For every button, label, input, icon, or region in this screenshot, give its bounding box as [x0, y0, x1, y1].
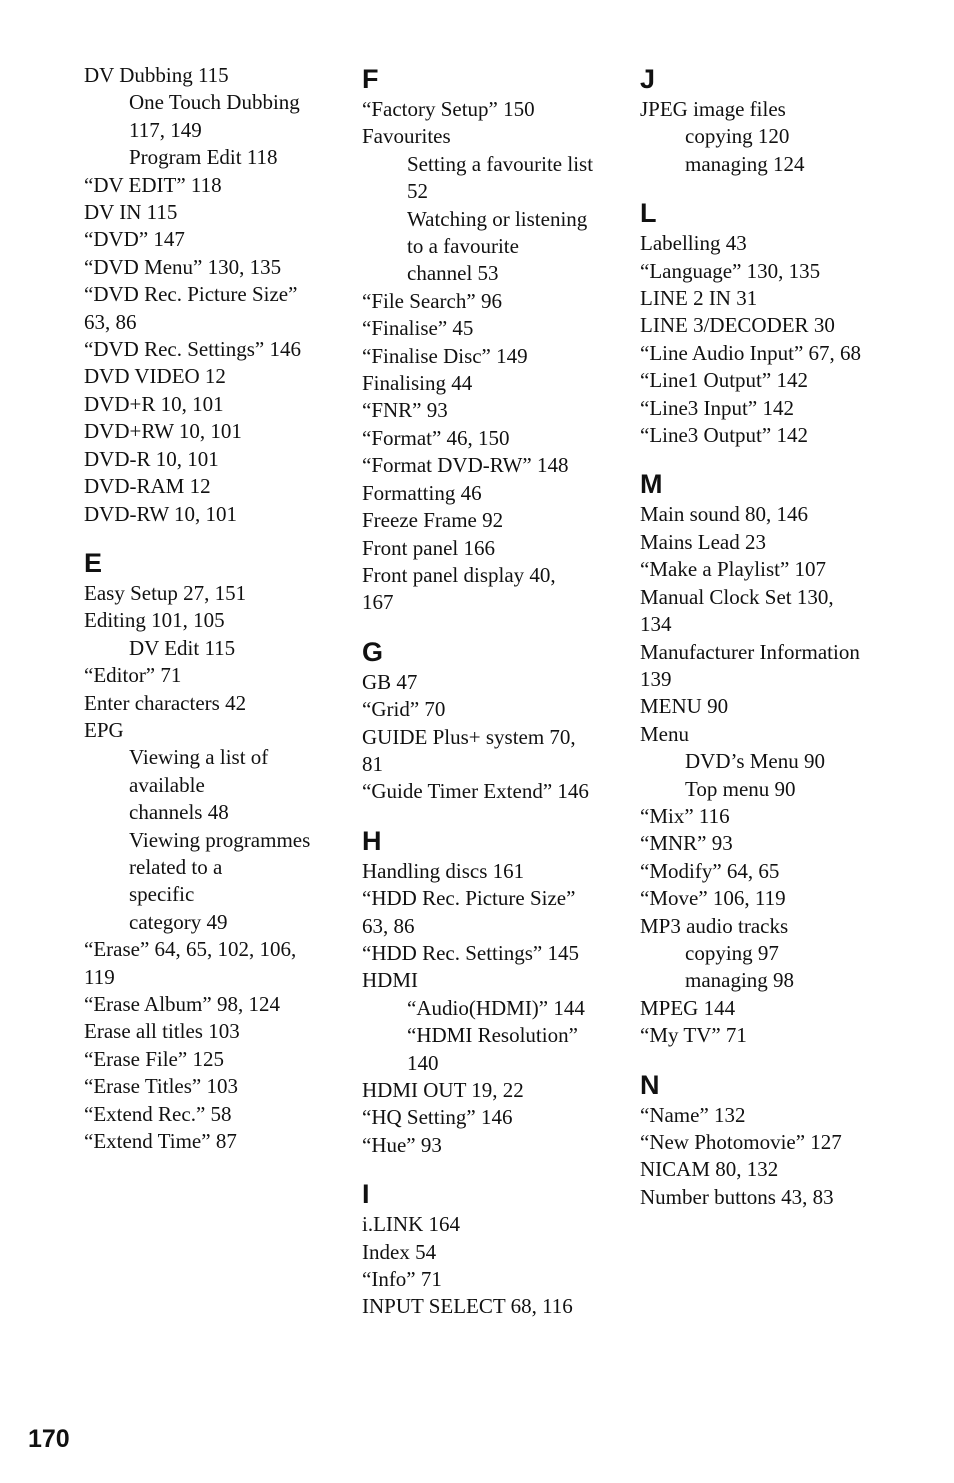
- index-subentry: copying 120: [685, 124, 790, 149]
- index-entry: JPEG image files: [640, 97, 786, 121]
- index-section: [362, 824, 612, 1159]
- index-entry: DVD+R 10, 101: [84, 391, 224, 416]
- index-entry: “Guide Timer Extend” 146: [362, 779, 589, 804]
- index-column-1: [84, 62, 334, 1155]
- index-subentry: DV Edit 115: [129, 635, 236, 660]
- index-section: [362, 635, 612, 806]
- index-entry: DVD+RW 10, 101: [84, 419, 242, 444]
- index-entry: “Language” 130, 135: [640, 258, 821, 283]
- index-entry: “Line3 Output” 142: [640, 423, 808, 448]
- index-subentry: 140: [407, 1050, 439, 1075]
- section-letter-heading: N: [640, 1069, 660, 1100]
- index-entry: DVD VIDEO 12: [84, 364, 226, 389]
- index-entry: “Finalise Disc” 149: [362, 343, 528, 368]
- index-entry: Enter characters 42: [84, 690, 247, 715]
- index-entry: Labelling 43: [640, 231, 747, 256]
- index-section: [640, 1068, 900, 1212]
- index-entry: “New Photomovie” 127: [640, 1130, 842, 1154]
- index-subentry: managing 98: [685, 968, 795, 993]
- index-entry: i.LINK 164: [362, 1212, 460, 1237]
- index-entry: “Extend Time” 87: [84, 1129, 237, 1154]
- index-entry: 63, 86: [84, 309, 137, 334]
- index-subentry: available: [129, 772, 205, 797]
- index-section: [640, 196, 900, 449]
- index-entry: “Format” 46, 150: [362, 425, 510, 450]
- index-subentry: Top menu 90: [685, 776, 796, 801]
- index-section: [84, 62, 334, 528]
- index-entry: “DVD Rec. Picture Size”: [84, 282, 298, 307]
- index-entry: Number buttons 43, 83: [640, 1184, 834, 1209]
- section-letter-heading: J: [640, 64, 656, 94]
- index-entry: Main sound 80, 146: [640, 502, 808, 527]
- section-letter-heading: M: [640, 469, 663, 500]
- index-subentry: to a favourite: [407, 234, 519, 259]
- index-entry: Freeze Frame 92: [362, 508, 504, 533]
- index-entry: “Format DVD-RW” 148: [362, 453, 569, 478]
- index-column-3: [640, 62, 900, 1211]
- index-entry: “Modify” 64, 65: [640, 858, 780, 883]
- index-entry: INPUT SELECT 68, 116: [362, 1294, 573, 1319]
- index-entry: “HDD Rec. Settings” 145: [362, 940, 579, 965]
- index-entry: “Info” 71: [362, 1267, 442, 1292]
- index-section: [362, 62, 612, 617]
- index-entry: “Make a Playlist” 107: [640, 557, 827, 582]
- index-column-2: [362, 62, 612, 1321]
- index-subentry: copying 97: [685, 940, 779, 965]
- index-entry: NICAM 80, 132: [640, 1157, 779, 1182]
- section-letter-heading: F: [362, 64, 379, 94]
- index-entry: DV IN 115: [84, 200, 178, 225]
- index-subentry: Viewing a list of: [129, 745, 269, 770]
- index-entry: “HDD Rec. Picture Size”: [362, 886, 576, 911]
- index-entry: Editing 101, 105: [84, 608, 225, 633]
- section-letter-heading: L: [640, 198, 657, 229]
- index-entry: 81: [362, 751, 383, 776]
- index-entry: Front panel display 40,: [362, 562, 556, 587]
- page-number: 170: [28, 1425, 70, 1453]
- index-entry: “MNR” 93: [640, 831, 733, 856]
- index-entry: “Line1 Output” 142: [640, 368, 808, 393]
- index-entry: “Extend Rec.” 58: [84, 1101, 232, 1126]
- index-entry: “My TV” 71: [640, 1023, 747, 1048]
- index-entry: “DV EDIT” 118: [84, 172, 222, 197]
- index-entry: GUIDE Plus+ system 70,: [362, 724, 576, 749]
- index-entry: “Finalise” 45: [362, 316, 474, 341]
- section-letter-heading: G: [362, 636, 384, 667]
- index-entry: GB 47: [362, 669, 418, 694]
- index-entry: “Mix” 116: [640, 803, 730, 828]
- index-entry: “Factory Setup” 150: [362, 97, 535, 121]
- index-entry: “Line Audio Input” 67, 68: [640, 340, 862, 365]
- index-entry: Erase all titles 103: [84, 1019, 240, 1044]
- section-letter-heading: H: [362, 825, 382, 856]
- index-entry: Menu: [640, 721, 689, 746]
- index-entry: 139: [640, 666, 672, 691]
- index-entry: Front panel 166: [362, 535, 495, 560]
- index-entry: “DVD Rec. Settings” 146: [84, 337, 301, 362]
- index-entry: “Line3 Input” 142: [640, 395, 794, 420]
- index-entry: “Editor” 71: [84, 663, 182, 688]
- index-subentry: Watching or listening: [407, 206, 588, 231]
- index-entry: Formatting 46: [362, 480, 482, 505]
- index-entry: “Erase” 64, 65, 102, 106,: [84, 937, 297, 962]
- index-subentry: DVD’s Menu 90: [685, 749, 825, 774]
- index-entry: “Erase Titles” 103: [84, 1074, 238, 1099]
- index-subentry: Viewing programmes: [129, 827, 311, 852]
- index-subentry: Setting a favourite list: [407, 151, 594, 176]
- index-entry: Index 54: [362, 1239, 437, 1264]
- section-letter-heading: E: [84, 547, 103, 578]
- index-entry: 134: [640, 612, 672, 637]
- index-entry: Handling discs 161: [362, 858, 525, 883]
- index-section: [362, 1177, 612, 1321]
- index-entry: “Hue” 93: [362, 1132, 442, 1157]
- index-entry: LINE 2 IN 31: [640, 286, 758, 311]
- index-entry: Finalising 44: [362, 371, 473, 396]
- index-subentry: channel 53: [407, 261, 499, 286]
- index-entry: “Move” 106, 119: [640, 886, 786, 911]
- index-subentry: 117, 149: [129, 117, 202, 142]
- index-subentry: category 49: [129, 909, 228, 934]
- index-entry: DVD-RAM 12: [84, 474, 211, 499]
- index-subentry: channels 48: [129, 800, 229, 825]
- index-entry: Manufacturer Information: [640, 639, 860, 664]
- index-entry: “HQ Setting” 146: [362, 1105, 513, 1130]
- index-entry: 119: [84, 964, 115, 989]
- index-entry: 63, 86: [362, 913, 415, 938]
- index-entry: “File Search” 96: [362, 288, 502, 313]
- index-entry: Manual Clock Set 130,: [640, 584, 834, 609]
- index-section: [640, 62, 900, 178]
- index-entry: Mains Lead 23: [640, 529, 766, 554]
- index-entry: 167: [362, 590, 394, 615]
- index-entry: MENU 90: [640, 694, 729, 719]
- index-entry: Easy Setup 27, 151: [84, 580, 247, 605]
- index-section: [640, 467, 900, 1049]
- index-entry: “DVD” 147: [84, 227, 185, 252]
- index-entry: “Erase File” 125: [84, 1046, 224, 1071]
- index-entry: MP3 audio tracks: [640, 913, 789, 938]
- index-entry: EPG: [84, 717, 124, 742]
- index-subentry: One Touch Dubbing: [129, 90, 300, 115]
- index-entry: DV Dubbing 115: [84, 63, 229, 87]
- index-subentry: related to a: [129, 854, 223, 879]
- index-entry: DVD-R 10, 101: [84, 446, 219, 471]
- index-entry: LINE 3/DECODER 30: [640, 313, 835, 338]
- section-letter-heading: I: [362, 1179, 370, 1210]
- index-entry: “Erase Album” 98, 124: [84, 992, 280, 1016]
- index-entry: HDMI: [362, 968, 418, 993]
- index-subentry: specific: [129, 882, 195, 907]
- index-entry: “DVD Menu” 130, 135: [84, 254, 282, 279]
- index-section: [84, 546, 334, 1156]
- index-entry: “Name” 132: [640, 1102, 746, 1127]
- index-subentry: 52: [407, 179, 428, 204]
- index-subentry: managing 124: [685, 151, 805, 176]
- index-entry: “Grid” 70: [362, 697, 446, 722]
- index-subentry: “Audio(HDMI)” 144: [407, 995, 585, 1020]
- index-entry: MPEG 144: [640, 995, 736, 1020]
- index-entry: “FNR” 93: [362, 398, 448, 423]
- index-subentry: “HDMI Resolution”: [407, 1023, 578, 1048]
- index-subentry: Program Edit 118: [129, 145, 278, 170]
- index-entry: Favourites: [362, 124, 451, 149]
- index-entry: DVD-RW 10, 101: [84, 501, 238, 526]
- index-entry: HDMI OUT 19, 22: [362, 1078, 524, 1102]
